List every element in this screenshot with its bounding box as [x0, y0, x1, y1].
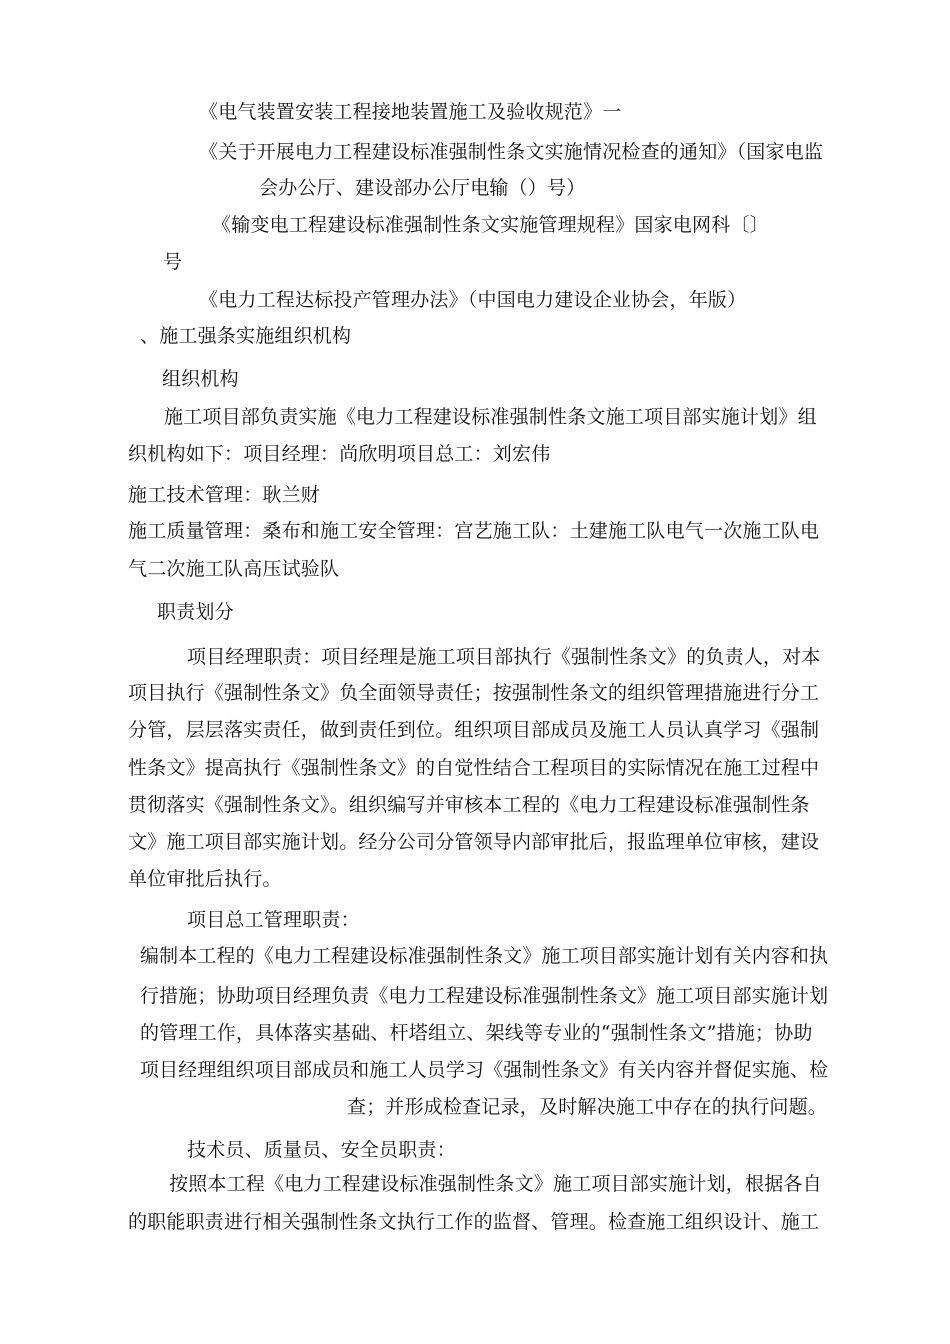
text-line: 性条文》提高执行《强制性条文》的自觉性结合工程项目的实际情况在施工过程中: [128, 757, 820, 779]
text-line: 文》施工项目部实施计划。经分公司分管领导内部审批后，报监理单位审核，建设: [128, 831, 820, 853]
text-line: 施工技术管理：耿兰财: [128, 484, 321, 506]
text-line: 编制本工程的《电力工程建设标准强制性条文》施工项目部实施计划有关内容和执: [140, 945, 829, 967]
text-line: 《关于开展电力工程建设标准强制性条文实施情况检查的通知》（国家电监: [199, 141, 824, 163]
text-line: 《电气装置安装工程接地装置施工及验收规范》一: [199, 101, 622, 123]
text-line: 施工质量管理：桑布和施工安全管理：宫艺施工队：土建施工队电气一次施工队电: [128, 520, 820, 542]
text-line: 号: [163, 251, 183, 273]
subsection-heading: 组织机构: [162, 368, 239, 390]
text-line: 《输变电工程建设标准强制性条文实施管理规程》国家电网科〔〕: [212, 214, 769, 236]
text-line: 气二次施工队高压试验队: [128, 558, 340, 580]
text-line: 《电力工程达标投产管理办法》（中国电力建设企业协会，年版）: [199, 289, 747, 311]
text-line: 织机构如下：项目经理：尚欣明项目总工：刘宏伟: [128, 443, 551, 465]
text-line: 单位审批后执行。: [128, 868, 282, 890]
subsection-heading: 职责划分: [157, 601, 234, 623]
text-line: 会办公厅、建设部办公厅电输（）号）: [259, 177, 586, 199]
text-line: 分管，层层落实责任，做到责任到位。组织项目部成员及施工人员认真学习《强制: [128, 719, 820, 741]
text-line: 的管理工作，具体落实基础、杆塔组立、架线等专业的“强制性条文”措施；协助: [140, 1022, 813, 1044]
text-line: 项目经理职责：项目经理是施工项目部执行《强制性条文》的负责人，对本: [187, 646, 821, 668]
text-line: 的职能职责进行相关强制性条文执行工作的监督、管理。检查施工组织设计、施工: [128, 1211, 820, 1233]
text-line: 项目执行《强制性条文》负全面领导责任；按强制性条文的组织管理措施进行分工: [128, 682, 820, 704]
subsection-heading: 项目总工管理职责：: [187, 909, 360, 931]
text-line: 贯彻落实《强制性条文》。组织编写并审核本工程的《电力工程建设标准强制性条: [128, 794, 810, 816]
text-line: 项目经理组织项目部成员和施工人员学习《强制性条文》有关内容并督促实施、检: [140, 1059, 829, 1081]
section-heading: 、施工强条实施组织机构: [140, 325, 352, 347]
text-line: 按照本工程《电力工程建设标准强制性条文》施工项目部实施计划，根据各自: [169, 1173, 822, 1195]
text-line: 查；并形成检查记录，及时解决施工中存在的执行问题。: [347, 1096, 828, 1118]
subsection-heading: 技术员、质量员、安全员职责：: [187, 1139, 456, 1161]
text-line: 行措施；协助项目经理负责《电力工程建设标准强制性条文》施工项目部实施计划: [140, 985, 829, 1007]
text-line: 施工项目部负责实施《电力工程建设标准强制性条文施工项目部实施计划》组: [164, 406, 817, 428]
